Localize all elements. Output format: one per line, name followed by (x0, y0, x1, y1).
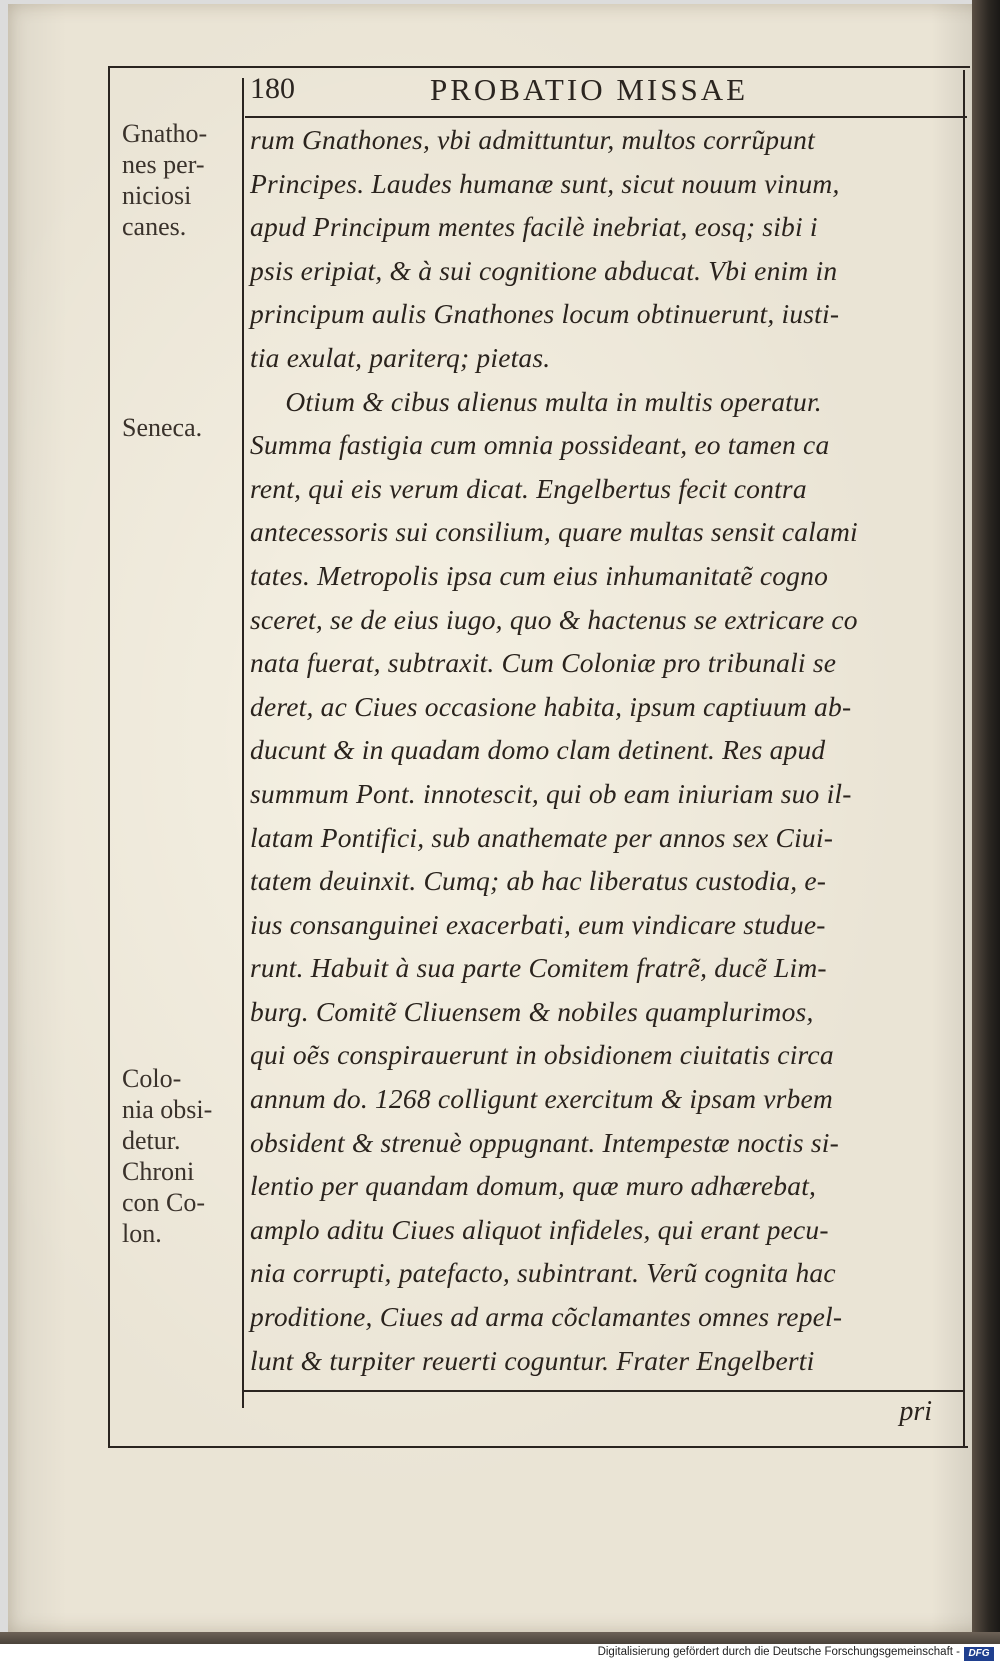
margin-note-line: detur. (122, 1126, 181, 1155)
margin-note-line: con Co- (122, 1188, 206, 1217)
text-line: nata fuerat, subtraxit. Cum Coloniæ pro tribunali se (250, 647, 837, 679)
top-frame-rule (108, 66, 970, 68)
margin-note-line: nes per- (122, 150, 205, 179)
page-bottom-edge (0, 1632, 1000, 1644)
margin-note-line: Colo- (122, 1064, 182, 1093)
funding-credit: Digitalisierung gefördert durch die Deutsche Forschungsgemeinschaft - (597, 1646, 960, 1658)
text-line: Principes. Laudes humanæ sunt, sicut nouum vinum, (250, 167, 840, 199)
page-number: 180 (250, 72, 295, 105)
text-line: nia corrupti, patefacto, subintrant. Verũ cognita hac (250, 1257, 836, 1289)
margin-note-line: niciosi (122, 181, 192, 210)
text-line: ducunt & in quadam domo clam detinent. Res apud (250, 734, 826, 766)
margin-note-line: Gnatho- (122, 119, 208, 148)
text-line: runt. Habuit à sua parte Comitem fratrẽ, ducẽ Lim- (250, 952, 827, 984)
margin-note-line: Seneca. (122, 413, 203, 442)
margin-note-gnathones (122, 118, 207, 242)
margin-note-seneca (122, 412, 202, 443)
text-line: latam Pontifici, sub anathemate per annos sex Ciui- (250, 821, 834, 853)
dfg-logo: DFG (964, 1647, 994, 1661)
margin-note-colonia (122, 1063, 212, 1249)
book-gutter (972, 0, 1000, 1632)
running-head: PROBATIO MISSAE (430, 72, 749, 107)
text-line: Otium & cibus alienus multa in multis operatur. (250, 385, 822, 417)
text-line: tatem deuinxit. Cumq; ab hac liberatus custodia, e- (250, 865, 827, 897)
text-line: amplo aditu Ciues aliquot infideles, qui erant pecu- (250, 1213, 829, 1245)
main-text-block (250, 118, 966, 1382)
text-line: obsident & strenuè oppugnant. Intempestæ noctis si- (250, 1126, 839, 1158)
margin-divider-rule (242, 78, 244, 1408)
text-line: sceret, se de eius iugo, quo & hactenus se extricare co (250, 603, 858, 635)
text-line: proditione, Ciues ad arma cõclamantes omnes repel- (250, 1301, 843, 1333)
catchword: pri (899, 1396, 932, 1427)
text-line: rent, qui eis verum dicat. Engelbertus fecit contra (250, 472, 807, 504)
text-bottom-rule (242, 1390, 965, 1392)
text-line: ius consanguinei exacerbati, eum vindicare studue- (250, 908, 826, 940)
text-line: lunt & turpiter reuerti coguntur. Frater Engelberti (250, 1344, 815, 1376)
text-line: lentio per quandam domum, quæ muro adhærebat, (250, 1170, 817, 1202)
text-line: Summa fastigia cum omnia possideant, eo tamen ca (250, 429, 830, 461)
left-frame-rule (108, 66, 110, 1446)
text-line: tates. Metropolis ipsa cum eius inhumanitatẽ cogno (250, 559, 829, 591)
text-line: antecessoris sui consilium, quare multas sensit calami (250, 516, 858, 548)
text-line: deret, ac Ciues occasione habita, ipsum captiuum ab- (250, 690, 852, 722)
bottom-frame-rule (108, 1446, 968, 1448)
margin-note-line: nia obsi- (122, 1095, 213, 1124)
margin-note-line: lon. (122, 1219, 162, 1248)
margin-note-line: canes. (122, 212, 187, 241)
margin-note-line: Chroni (122, 1157, 195, 1186)
text-line: psis eripiat, & à sui cognitione abducat. Vbi enim in (250, 254, 838, 286)
text-line: apud Principum mentes facilè inebriat, eosq; sibi i (250, 211, 818, 243)
text-line: annum do. 1268 colligunt exercitum & ipsam vrbem (250, 1083, 833, 1115)
text-line: principum aulis Gnathones locum obtinuerunt, iusti- (250, 298, 840, 330)
text-line: rum Gnathones, vbi admittuntur, multos corrũpunt (250, 124, 815, 155)
text-line: qui oẽs conspirauerunt in obsidionem ciuitatis circa (250, 1039, 834, 1071)
text-line: tia exulat, pariterq; pietas. (250, 341, 551, 373)
text-line: summum Pont. innotescit, qui ob eam iniuriam suo il- (250, 777, 852, 809)
text-line: burg. Comitẽ Cliuensem & nobiles quamplurimos, (250, 995, 814, 1027)
